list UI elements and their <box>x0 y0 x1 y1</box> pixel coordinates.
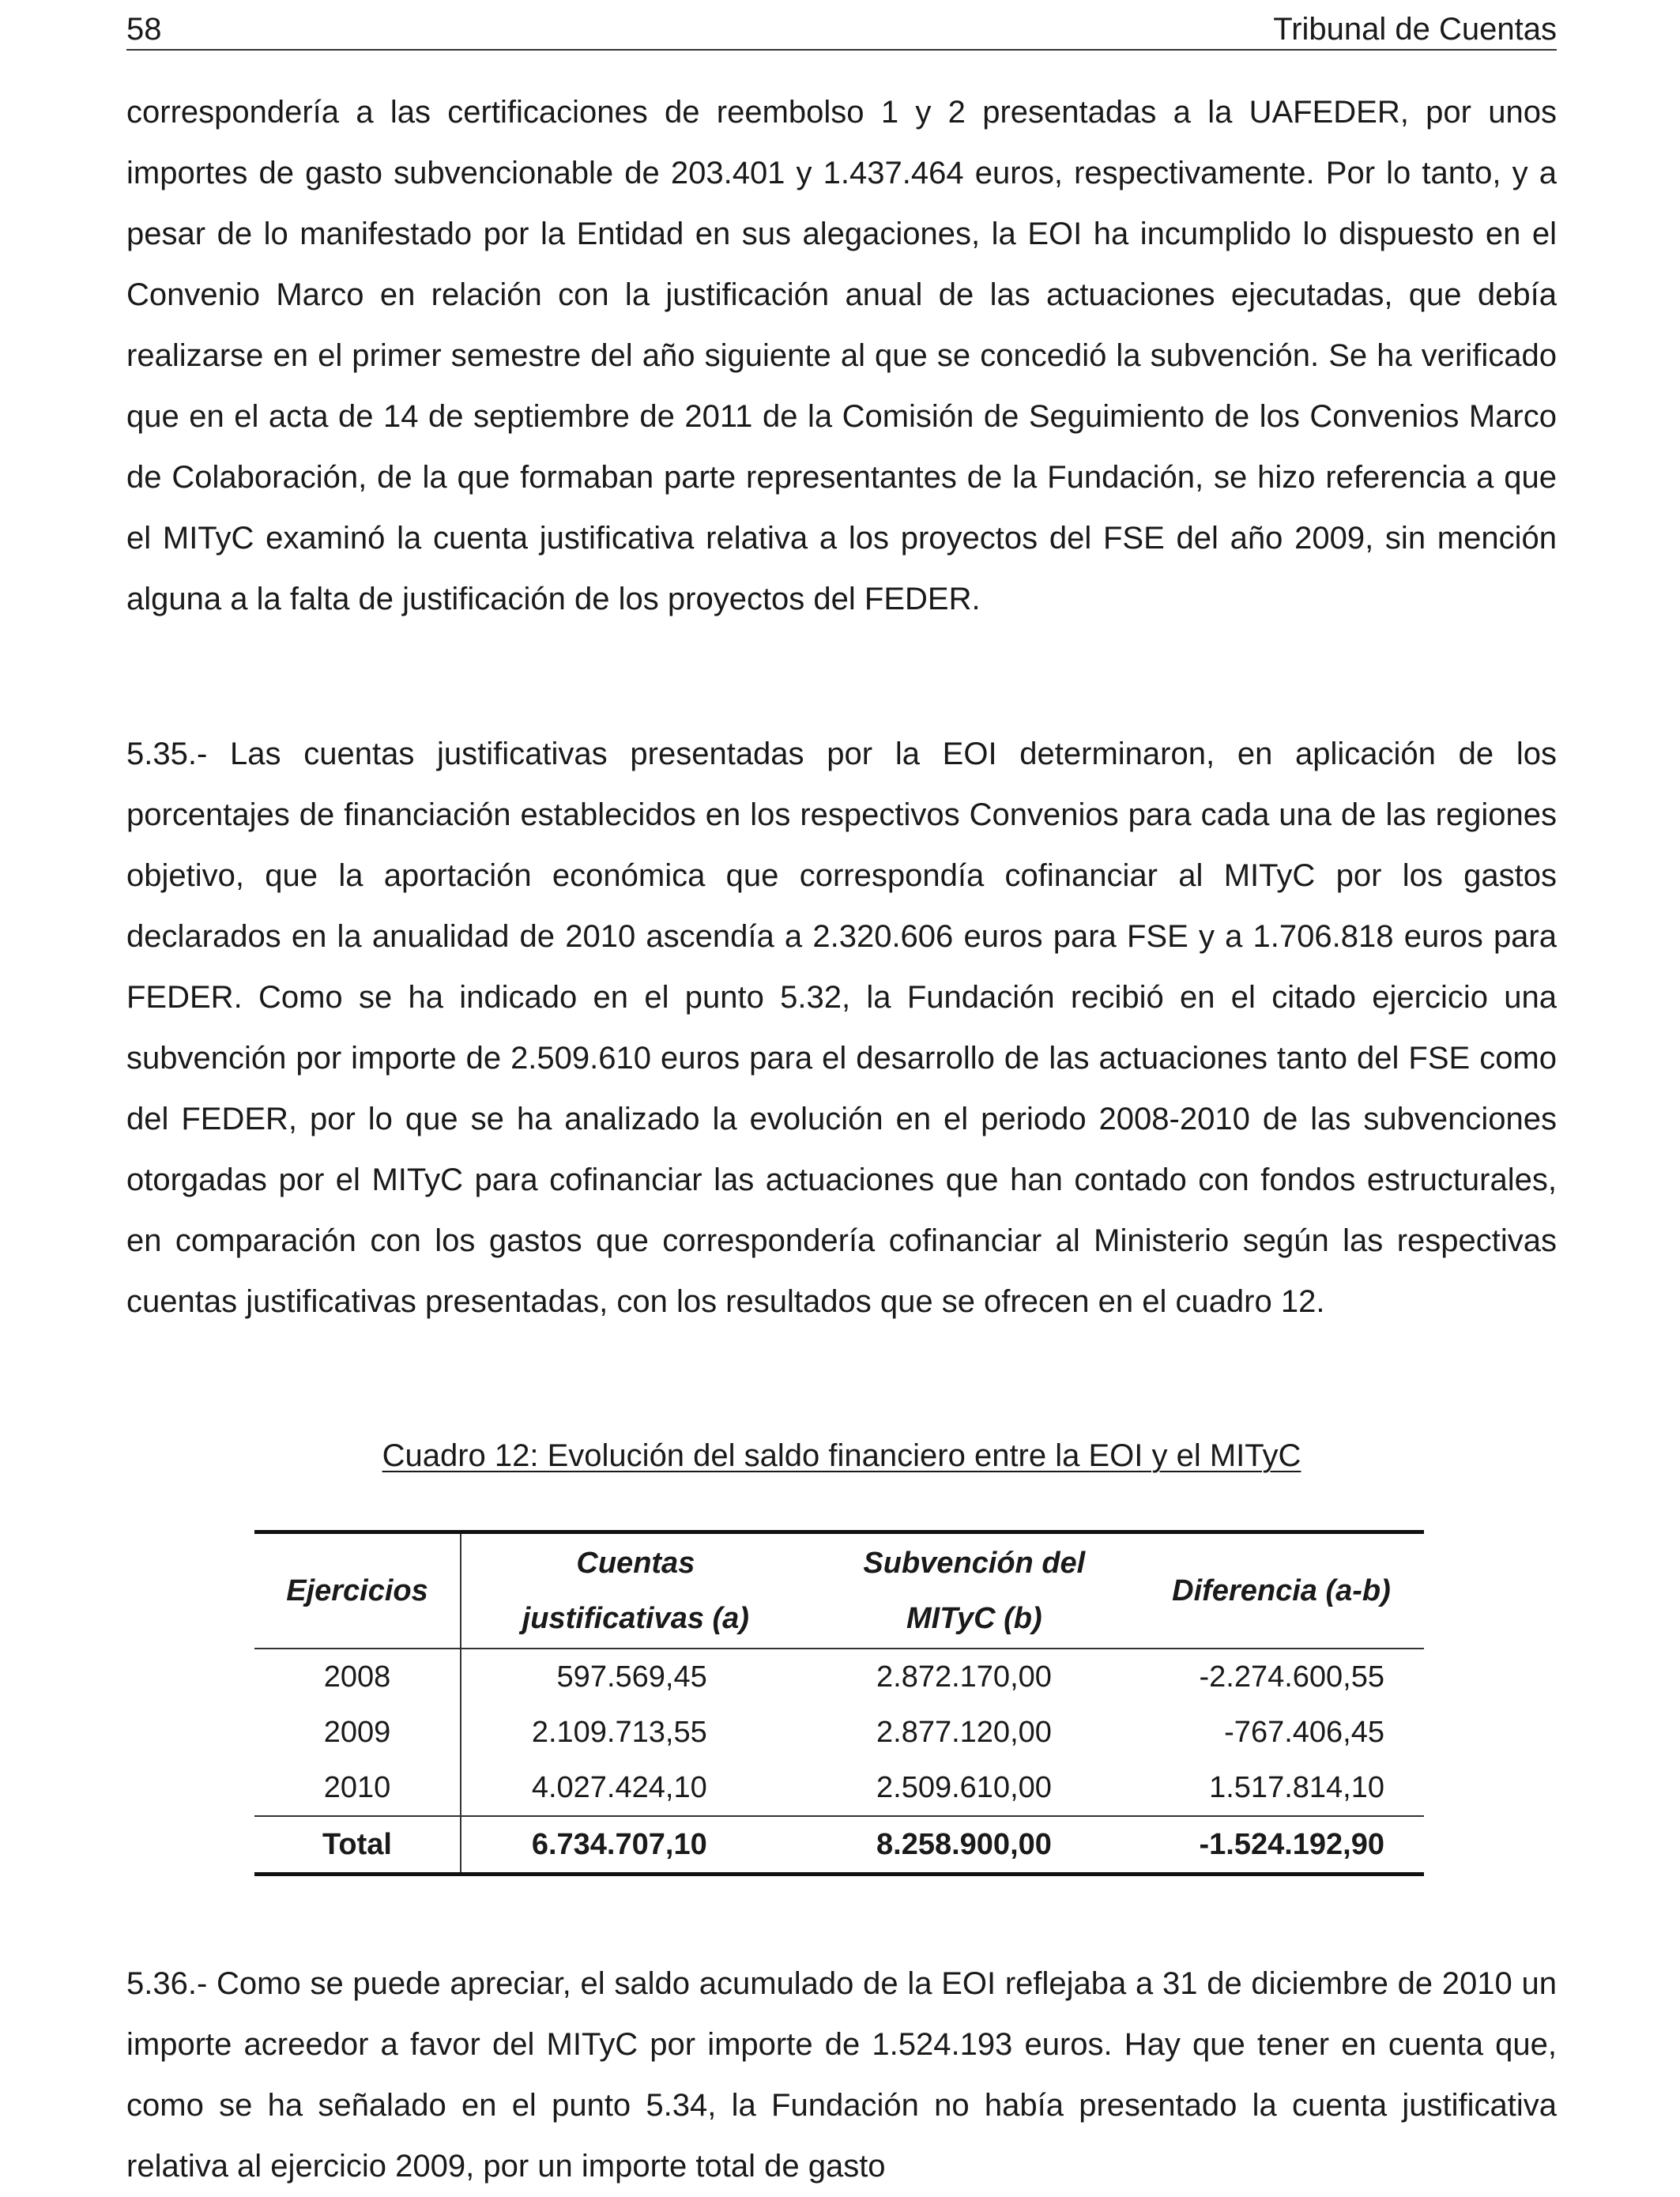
header-ejercicios: Ejercicios <box>254 1532 461 1649</box>
cell-cuentas: 2.109.713,55 <box>531 1716 707 1749</box>
cell-diferencia: 1.517.814,10 <box>1209 1771 1384 1804</box>
cell-year: 2009 <box>254 1705 461 1760</box>
cell-diferencia: -2.274.600,55 <box>1199 1660 1384 1694</box>
table-caption <box>126 1432 1557 1479</box>
header-cuentas-line2: justificativas (a) <box>522 1602 749 1635</box>
cell-year: 2010 <box>254 1760 461 1816</box>
paragraph-continuation: correspondería a las certificaciones de reembolso 1 y 2 presentadas a la UAFEDER, por unos importes de gasto subvencionable de 203.401 y 1.437.464 euros, respectivamente. Por lo tanto, y a pesar de lo manifestado por la Entidad en sus alegaciones, la EOI ha incumplido lo dispuesto en el Convenio Marco en relación con la justificación anual de las actuaciones ejecutadas, que debía realizarse en el primer semestre del año siguiente al que se concedió la subvención. Se ha verificado que en el acta de 14 de septiembre de 2011 de la Comisión de Seguimiento de los Convenios Marco de Colaboración, de la que formaban parte representantes de la Fundación, se hizo referencia a que el MITyC examinó la cuenta justificativa relativa a los proyectos del FSE del año 2009, sin mención alguna a la falta de justificación de los proyectos del FEDER. <box>126 95 1557 616</box>
table-total-row <box>254 1816 1424 1875</box>
financial-balance-table <box>254 1530 1424 1876</box>
header-subvencion-line2: MITyC (b) <box>906 1602 1042 1635</box>
cell-total-label: Total <box>254 1816 461 1875</box>
paragraph-5-36: 5.36.- Como se puede apreciar, el saldo acumulado de la EOI reflejaba a 31 de diciembre de 2010 un importe acreedor a favor del MITyC por importe de 1.524.193 euros. Hay que tener en cuenta que, como se ha señalado en el punto 5.34, la Fundación no había presentado la cuenta justificativa relativa al ejercicio 2009, por un importe total de gasto <box>126 1966 1557 2184</box>
header-cuentas <box>461 1532 810 1649</box>
cell-subvencion: 2.872.170,00 <box>876 1660 1052 1694</box>
cell-diferencia: -767.406,45 <box>1224 1716 1384 1749</box>
header-cuentas-line1: Cuentas <box>576 1547 695 1580</box>
paragraph-5-35: 5.35.- Las cuentas justificativas presentadas por la EOI determinaron, en aplicación de los porcentajes de financiación establecidos en los respectivos Convenios para cada una de las regiones objetivo, que la aportación económica que correspondía cofinanciar al MITyC por los gastos declarados en la anualidad de 2010 ascendía a 2.320.606 euros para FSE y a 1.706.818 euros para FEDER. Como se ha indicado en el punto 5.32, la Fundación recibió en el citado ejercicio una subvención por importe de 2.509.610 euros para el desarrollo de las actuaciones tanto del FSE como del FEDER, por lo que se ha analizado la evolución en el periodo 2008-2010 de las subvenciones otorgadas por el MITyC para cofinanciar las actuaciones que han contado con fondos estructurales, en comparación con los gastos que correspondería cofinanciar al Ministerio según las respectivas cuentas justificativas presentadas, con los resultados que se ofrecen en el cuadro 12. <box>126 737 1557 1319</box>
cell-cuentas: 4.027.424,10 <box>531 1771 707 1804</box>
cell-cuentas: 597.569,45 <box>556 1660 707 1694</box>
cell-year: 2008 <box>254 1649 461 1705</box>
cell-total-subvencion: 8.258.900,00 <box>810 1816 1139 1875</box>
table-header-row <box>254 1532 1424 1649</box>
cell-subvencion: 2.877.120,00 <box>876 1716 1052 1749</box>
table-row <box>254 1760 1424 1816</box>
header-subvencion-line1: Subvención del <box>863 1547 1086 1580</box>
header-subvencion <box>810 1532 1139 1649</box>
table-row <box>254 1649 1424 1705</box>
table-caption-text: Cuadro 12: Evolución del saldo financiero entre la EOI y el MITyC <box>382 1438 1301 1473</box>
header-organization: Tribunal de Cuentas <box>1273 12 1557 47</box>
table-row <box>254 1705 1424 1760</box>
cell-total-cuentas: 6.734.707,10 <box>461 1816 810 1875</box>
cell-total-diferencia: -1.524.192,90 <box>1139 1816 1424 1875</box>
page-number: 58 <box>126 12 162 47</box>
page-header <box>126 0 1557 51</box>
header-diferencia: Diferencia (a-b) <box>1139 1532 1424 1649</box>
cell-subvencion: 2.509.610,00 <box>876 1771 1052 1804</box>
